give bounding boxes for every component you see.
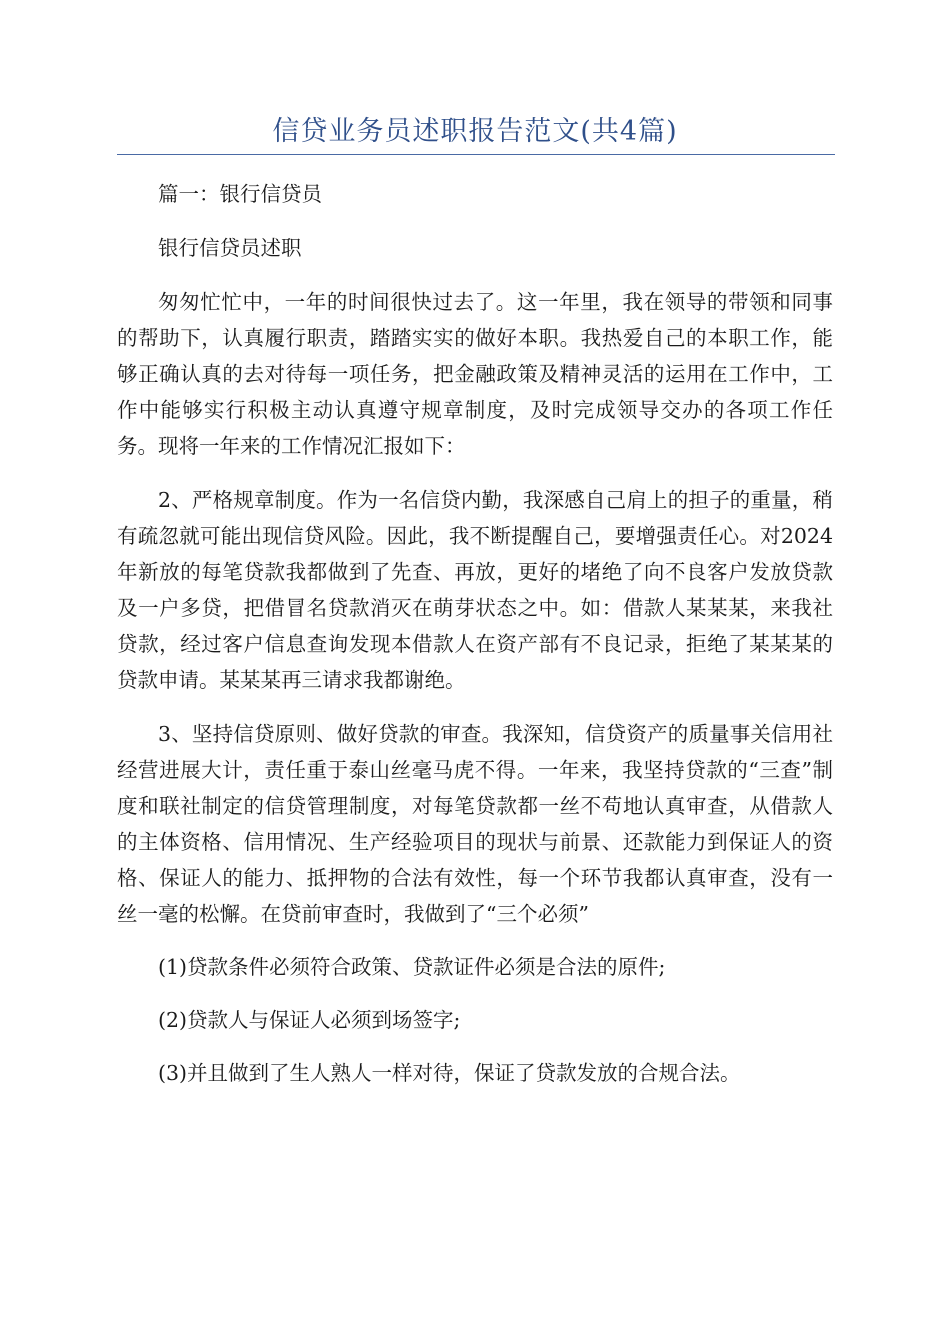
paragraph-sub-item-3: (3)并且做到了生人熟人一样对待，保证了贷款发放的合规合法。 (158, 1061, 741, 1085)
paragraph-section-heading: 篇一：银行信贷员 (158, 182, 322, 206)
paragraph-sub-item-2: (2)贷款人与保证人必须到场签字; (158, 1008, 461, 1032)
document-title: 信贷业务员述职报告范文(共4篇) (272, 116, 678, 147)
paragraph-sub-item-1: (1)贷款条件必须符合政策、贷款证件必须是合法的原件; (158, 955, 666, 979)
paragraph-item-2: 2、严格规章制度。作为一名信贷内勤，我深感自己肩上的担子的重量，稍有疏忽就可能出现信贷风险。因此，我不断提醒自己，要增强责任心。对2024年新放的每笔贷款我都做到了先查、再放，更好的堵绝了向不良客户发放贷款及一户多贷，把借冒名贷款消灭在萌芽状态之中。如：借款人某某某，来我社贷款，经过客户信息查询发现本借款人在资产部有不良记录，拒绝了某某某的贷款申请。某某某再三请求我都谢绝。 (117, 488, 833, 692)
paragraph-subheading: 银行信贷员述职 (158, 236, 302, 260)
paragraph-item-3: 3、坚持信贷原则、做好贷款的审查。我深知，信贷资产的质量事关信用社经营进展大计，责任重于泰山丝毫马虎不得。一年来，我坚持贷款的“三查”制度和联社制定的信贷管理制度，对每笔贷款都一丝不苟地认真审查，从借款人的主体资格、信用情况、生产经验项目的现状与前景、还款能力到保证人的资格、保证人的能力、抵押物的合法有效性，每一个环节我都认真审查，没有一丝一毫的松懈。在贷前审查时，我做到了“三个必须” (117, 722, 833, 926)
paragraph-intro: 匆匆忙忙中，一年的时间很快过去了。这一年里，我在领导的带领和同事的帮助下，认真履行职责，踏踏实实的做好本职。我热爱自己的本职工作，能够正确认真的去对待每一项任务，把金融政策及精神灵活的运用在工作中，工作中能够实行积极主动认真遵守规章制度，及时完成领导交办的各项工作任务。现将一年来的工作情况汇报如下： (117, 290, 833, 458)
document-body (117, 176, 833, 1091)
title-underline (117, 154, 835, 155)
